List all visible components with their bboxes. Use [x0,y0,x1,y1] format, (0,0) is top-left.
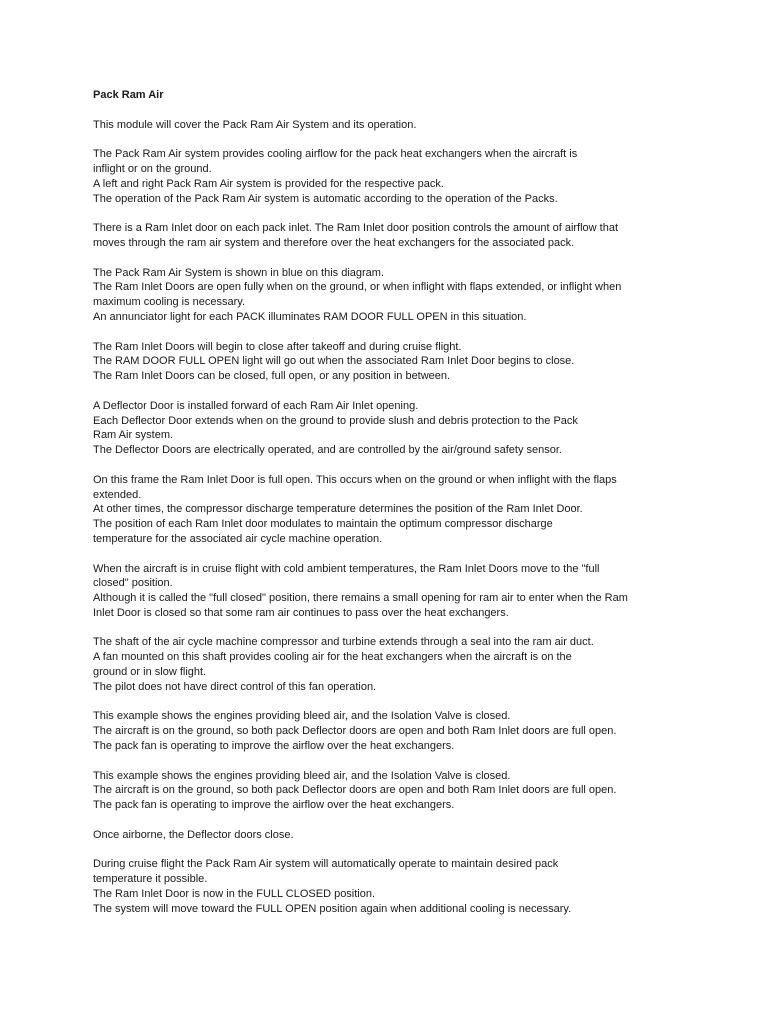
text-line: This example shows the engines providing bleed air, and the Isolation Valve is closed. [93,710,511,723]
paragraph [93,709,678,753]
text-line: A fan mounted on this shaft provides cooling air for the heat exchangers when the aircraft is on the [93,651,572,664]
text-line: The Deflector Doors are electrically operated, and are controlled by the air/ground safety sensor. [93,444,562,457]
paragraph [93,828,678,843]
text-line: The Ram Inlet Doors can be closed, full open, or any position in between. [93,370,451,383]
text-line: The shaft of the air cycle machine compressor and turbine extends through a seal into the ram air duct. [93,636,594,649]
text-line: Each Deflector Door extends when on the ground to provide slush and debris protection to the Pack [93,414,578,427]
paragraph [93,118,678,133]
text-line: The RAM DOOR FULL OPEN light will go out when the associated Ram Inlet Door begins to close. [93,355,575,368]
paragraph [93,399,678,458]
text-line: temperature it possible. [93,873,208,886]
text-line: The system will move toward the FULL OPEN position again when additional cooling is necessary. [93,902,572,915]
text-line: Once airborne, the Deflector doors close. [93,828,294,841]
text-line: Although it is called the "full closed" position, there remains a small opening for ram air to enter when the Ram [93,592,628,605]
paragraph [93,562,678,621]
paragraph [93,473,678,547]
text-line: There is a Ram Inlet door on each pack inlet. The Ram Inlet door position controls the amount of airflow that [93,222,619,235]
text-line: The position of each Ram Inlet door modulates to maintain the optimum compressor discharge [93,518,553,531]
text-line: moves through the ram air system and therefore over the heat exchangers for the associated pack. [93,236,575,249]
paragraph-list [93,118,678,917]
text-line: extended. [93,488,142,501]
text-line: On this frame the Ram Inlet Door is full open. This occurs when on the ground or when inflight with the flaps [93,473,617,486]
text-line: The Ram Inlet Door is now in the FULL CLOSED position. [93,888,376,901]
text-line: This module will cover the Pack Ram Air System and its operation. [93,118,417,131]
text-line: Inlet Door is closed so that some ram air continues to pass over the heat exchangers. [93,606,509,619]
text-line: The Pack Ram Air System is shown in blue on this diagram. [93,266,385,279]
paragraph [93,221,678,251]
paragraph [93,635,678,694]
text-line: The Ram Inlet Doors will begin to close after takeoff and during cruise flight. [93,340,462,353]
text-line: This example shows the engines providing bleed air, and the Isolation Valve is closed. [93,769,511,782]
text-line: Ram Air system. [93,429,174,442]
document-body [93,88,678,931]
paragraph [93,857,678,916]
text-line: The aircraft is on the ground, so both pack Deflector doors are open and both Ram Inlet doors are full open. [93,784,617,797]
text-line: temperature for the associated air cycle machine operation. [93,532,383,545]
text-line: A Deflector Door is installed forward of each Ram Air Inlet opening. [93,399,419,412]
text-line: During cruise flight the Pack Ram Air system will automatically operate to maintain desired pack [93,858,559,871]
text-line: maximum cooling is necessary. [93,296,246,309]
text-line: The operation of the Pack Ram Air system is automatic according to the operation of the Packs. [93,192,558,205]
text-line: When the aircraft is in cruise flight with cold ambient temperatures, the Ram Inlet Doors move to the "full [93,562,600,575]
paragraph [93,340,678,384]
text-line: The Pack Ram Air system provides cooling airflow for the pack heat exchangers when the aircraft is [93,148,578,161]
text-line: An annunciator light for each PACK illuminates RAM DOOR FULL OPEN in this situation. [93,310,527,323]
text-line: The pack fan is operating to improve the airflow over the heat exchangers. [93,799,455,812]
paragraph [93,769,678,813]
paragraph [93,147,678,206]
text-line: closed" position. [93,577,173,590]
text-line: The aircraft is on the ground, so both pack Deflector doors are open and both Ram Inlet doors are full open. [93,725,617,738]
text-line: At other times, the compressor discharge temperature determines the position of the Ram Inlet Door. [93,503,583,516]
text-line: inflight or on the ground. [93,162,212,175]
text-line: The Ram Inlet Doors are open fully when on the ground, or when inflight with flaps extended, or inflight when [93,281,622,294]
text-line: The pack fan is operating to improve the airflow over the heat exchangers. [93,740,455,753]
paragraph [93,266,678,325]
text-line: ground or in slow flight. [93,666,207,679]
text-line: A left and right Pack Ram Air system is provided for the respective pack. [93,177,444,190]
document-title: Pack Ram Air [93,89,164,101]
text-line: The pilot does not have direct control of this fan operation. [93,680,377,693]
